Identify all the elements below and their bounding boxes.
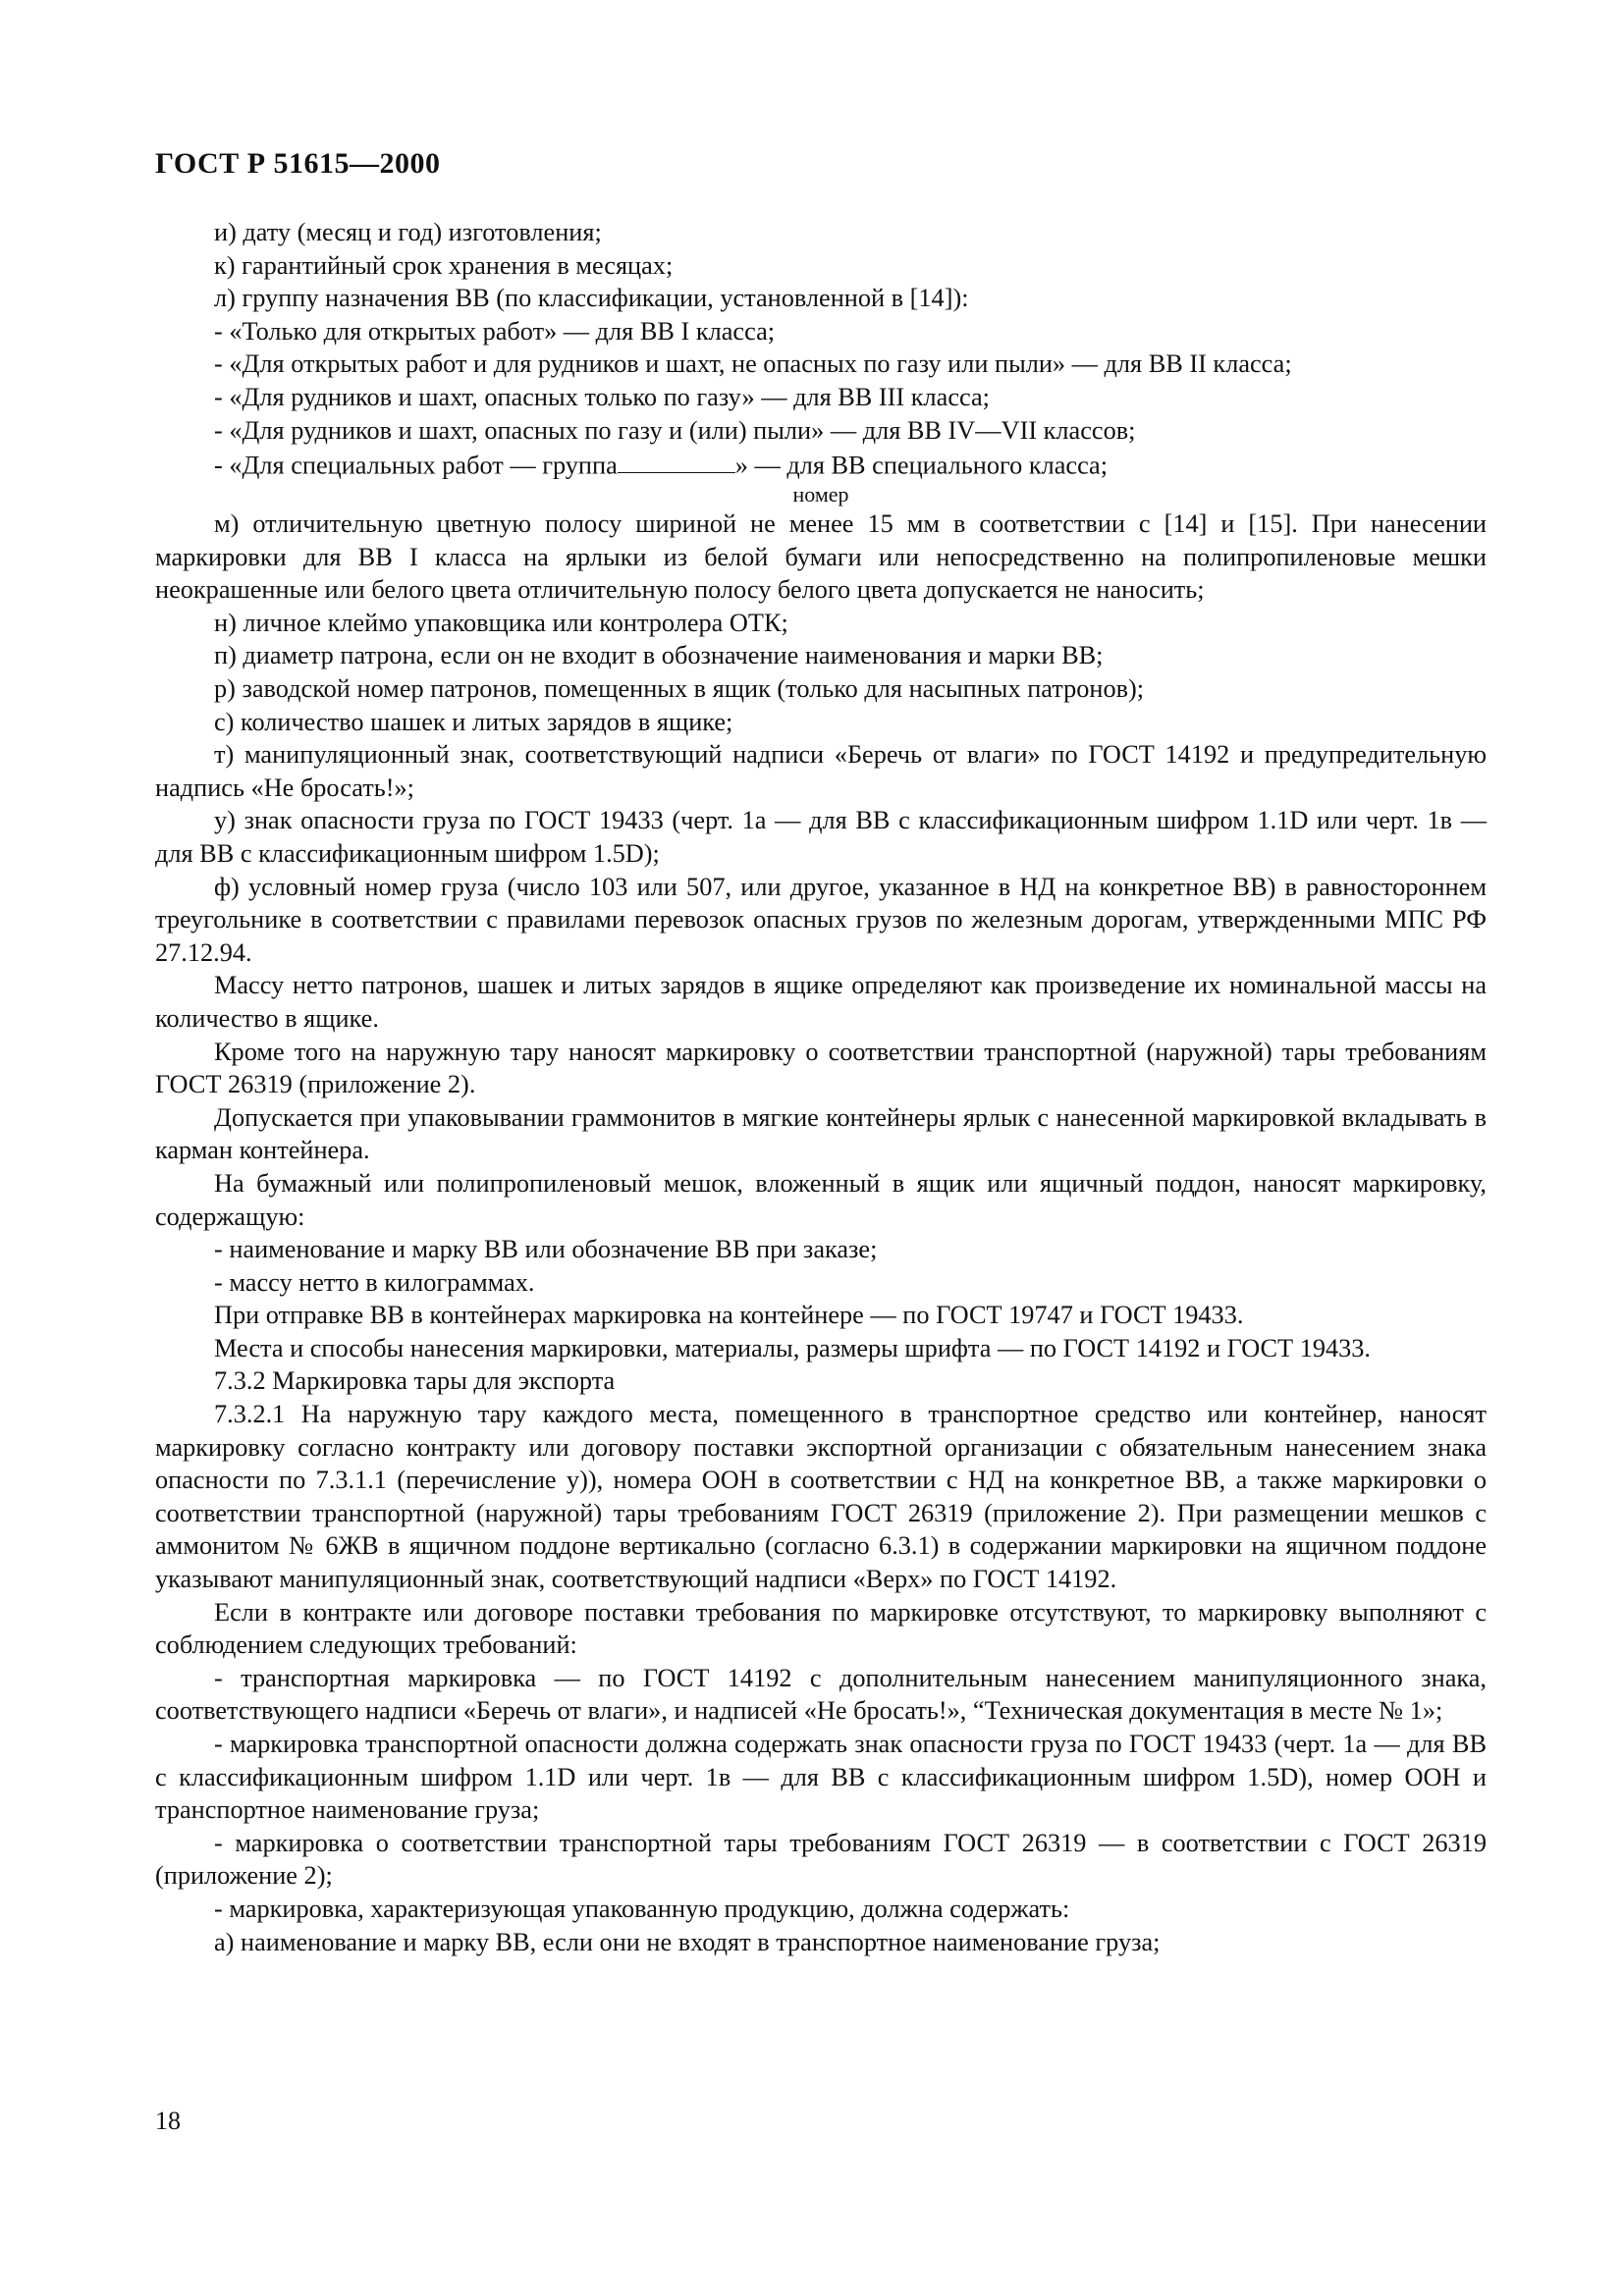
special-suffix: » — для ВВ специального класса;	[734, 451, 1109, 480]
paragraph: Кроме того на наружную тару наносят маркировку о соответствии транспортной (наружной) тары требованиям ГОСТ 26319 (приложение 2).	[155, 1037, 1487, 1099]
list-item: ф) условный номер груза (число 103 или 507, или другое, указанное в НД на конкретное ВВ) в равностороннем треугольнике в соответствии с правилами перевозок опасных грузов по железным дорогам, утвержденными МПС РФ 27.12.94.	[155, 872, 1487, 967]
list-item: к) гарантийный срок хранения в месяцах;	[214, 250, 674, 280]
list-item: - маркировка транспортной опасности должна содержать знак опасности груза по ГОСТ 19433 (черт. 1а — для ВВ с классификационным шифром 1.1D или черт. 1в — для ВВ с классификационным шифром 1.5D), номер ООН и транспортное наименование груза;	[155, 1730, 1487, 1825]
list-item: - наименование и марку ВВ или обозначение ВВ при заказе;	[214, 1235, 878, 1264]
list-item: р) заводской номер патронов, помещенных в ящик (только для насыпных патронов);	[214, 674, 1145, 704]
blank-line	[618, 447, 735, 473]
list-item: - массу нетто в килограммах.	[214, 1267, 535, 1297]
list-item: - «Для рудников и шахт, опасных только по газу» — для ВВ III класса;	[214, 382, 990, 411]
page-number: 18	[155, 2107, 181, 2135]
list-item: н) личное клеймо упаковщика или контролера ОТК;	[214, 608, 788, 637]
list-item: - «Для открытых работ и для рудников и шахт, не опасных по газу или пыли» — для ВВ II класса;	[214, 349, 1292, 379]
document-body	[155, 216, 1487, 1958]
special-prefix: - «Для специальных работ — группа	[214, 451, 618, 480]
paragraph: Допускается при упаковывании граммонитов в мягкие контейнеры ярлык с нанесенной маркировкой вкладывать в карман контейнера.	[155, 1102, 1487, 1165]
document-header: ГОСТ Р 51615—2000	[155, 147, 441, 180]
paragraph: При отправке ВВ в контейнерах маркировка на контейнере — по ГОСТ 19747 и ГОСТ 19433.	[214, 1301, 1244, 1330]
paragraph: 7.3.2.1 На наружную тару каждого места, помещенного в транспортное средство или контейнер, наносят маркировку согласно контракту или договору поставки экспортной организации с обязательным нанесением знака опасности по 7.3.1.1 (перечисление у)), номера ООН в соответствии с НД на конкретное ВВ, а также маркировки о соответствии транспортной (наружной) тары требованиям ГОСТ 26319 (приложение 2). При размещении мешков с аммонитом № 6ЖВ в ящичном поддоне вертикально (согласно 6.3.1) в содержании маркировки на ящичном поддоне указывают манипуляционный знак, соответствующий надписи «Верх» по ГОСТ 14192.	[155, 1400, 1487, 1594]
list-item: - «Только для открытых работ» — для ВВ I класса;	[214, 316, 776, 346]
paragraph: Массу нетто патронов, шашек и литых зарядов в ящике определяют как произведение их номинальной массы на количество в ящике.	[155, 971, 1487, 1033]
list-item: п) диаметр патрона, если он не входит в обозначение наименования и марки ВВ;	[214, 641, 1104, 670]
paragraph: Если в контракте или договоре поставки требования по маркировке отсутствуют, то маркировку выполняют с соблюдением следующих требований:	[155, 1597, 1487, 1660]
list-item: а) наименование и марку ВВ, если они не входят в транспортное наименование груза;	[214, 1927, 1161, 1956]
blank-caption: номер	[792, 482, 849, 507]
list-item: л) группу назначения ВВ (по классификации, установленной в [14]):	[214, 284, 969, 313]
paragraph: На бумажный или полипропиленовый мешок, вложенный в ящик или ящичный поддон, наносят маркировку, содержащую:	[155, 1168, 1487, 1231]
list-item: с) количество шашек и литых зарядов в ящике;	[214, 707, 733, 736]
list-item: - «Для рудников и шахт, опасных по газу и (или) пыли» — для ВВ IV—VII классов;	[214, 415, 1136, 445]
list-item: у) знак опасности груза по ГОСТ 19433 (черт. 1а — для ВВ с классификационным шифром 1.1D или черт. 1в — для ВВ с классификационным шифром 1.5D);	[155, 806, 1487, 868]
section-heading: 7.3.2 Маркировка тары для экспорта	[214, 1366, 616, 1396]
paragraph: м) отличительную цветную полосу шириной не менее 15 мм в соответствии с [14] и [15]. При нанесении маркировки для ВВ I класса на ярлыки из белой бумаги или непосредственно на полипропиленовые мешки неокрашенные или белого цвета отличительную полосу белого цвета допускается не наносить;	[155, 509, 1487, 605]
list-item-special	[155, 447, 1487, 482]
paragraph: Места и способы нанесения маркировки, материалы, размеры шрифта — по ГОСТ 14192 и ГОСТ 19433.	[214, 1333, 1372, 1362]
list-item: и) дату (месяц и год) изготовления;	[214, 218, 602, 246]
list-item: - маркировка о соответствии транспортной тары требованиям ГОСТ 26319 — в соответствии с ГОСТ 26319 (приложение 2);	[155, 1828, 1487, 1891]
list-item: - транспортная маркировка — по ГОСТ 14192 с дополнительным нанесением манипуляционного знака, соответствующего надписи «Беречь от влаги», и надписей «Не бросать!», “Техническая документация в месте № 1»;	[155, 1663, 1487, 1726]
list-item: т) манипуляционный знак, соответствующий надписи «Беречь от влаги» по ГОСТ 14192 и предупредительную надпись «Не бросать!»;	[155, 740, 1487, 802]
list-item: - маркировка, характеризующая упакованную продукцию, должна содержать:	[214, 1894, 1070, 1923]
